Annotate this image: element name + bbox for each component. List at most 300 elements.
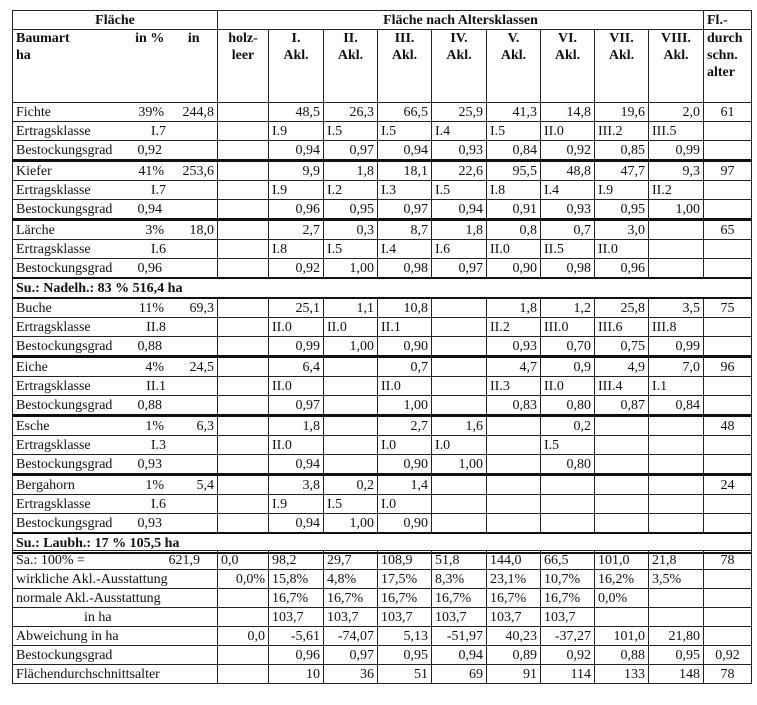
akl-7-cell: III.2: [595, 122, 649, 141]
akl-2-cell: 1,00: [324, 514, 378, 534]
durchschnittsalter-cell: [704, 436, 752, 455]
akl-7-cell: [595, 455, 649, 475]
header-baumart: [13, 30, 218, 103]
akl-3-cell: 0,90: [378, 514, 432, 534]
akl-1-cell: II.0: [269, 377, 324, 396]
row-label: Eiche: [16, 359, 48, 375]
akl-3-cell: 0,90: [378, 455, 432, 475]
species-ha: 5,4: [196, 477, 214, 493]
summary-akl-2-cell: 29,7: [324, 551, 378, 570]
akl-4-cell: I.4: [432, 122, 487, 141]
akl-5-cell: 1,8: [487, 298, 541, 318]
summary-akl-5-cell: 16,7%: [487, 589, 541, 608]
summary-akl-2-cell: 36: [324, 665, 378, 684]
summary-akl-6-cell: 0,92: [541, 646, 595, 665]
akl-6-cell: 0,7: [541, 220, 595, 240]
table-row: [13, 475, 752, 495]
akl-3-cell: II.0: [378, 377, 432, 396]
summary-akl-4-cell: 0,94: [432, 646, 487, 665]
akl-3-cell: 10,8: [378, 298, 432, 318]
akl-5-cell: 41,3: [487, 103, 541, 122]
akl-2-cell: [324, 396, 378, 416]
akl-6-cell: 48,8: [541, 161, 595, 181]
summary-akl-1-cell: 0,96: [269, 646, 324, 665]
header-in: in: [187, 31, 200, 46]
header-flaeche: Fläche: [13, 11, 218, 30]
summary-label-cell: [13, 608, 218, 627]
summary-alter-cell: 78: [704, 551, 752, 570]
summary-akl-5-cell: 23,1%: [487, 570, 541, 589]
summary-akl-8-cell: [649, 589, 704, 608]
header-flaeche-nach-altersklassen: Fläche nach Altersklassen: [218, 11, 704, 30]
akl-2-cell: 1,00: [324, 259, 378, 279]
row-label-cell: [13, 200, 218, 220]
holzleer-cell: [218, 416, 269, 436]
species-pct: 41%: [138, 163, 164, 179]
summary-akl-6-cell: 66,5: [541, 551, 595, 570]
summary-label: Sa.: 100% =: [16, 552, 85, 568]
akl-4-cell: [432, 337, 487, 357]
holzleer-cell: [218, 161, 269, 181]
durchschnittsalter-cell: [704, 122, 752, 141]
summary-akl-1-cell: -5,61: [269, 627, 324, 646]
header-durchschnittsalter: durch schn. alter: [704, 30, 752, 103]
row-label: Bestockungsgrad: [16, 338, 113, 354]
akl-7-cell: 0,75: [595, 337, 649, 357]
akl-2-cell: 0,2: [324, 475, 378, 495]
akl-3-cell: I.5: [378, 122, 432, 141]
akl-4-cell: I.5: [432, 181, 487, 200]
summary-akl-3-cell: 17,5%: [378, 570, 432, 589]
header-akl-8: VIII. Akl.: [649, 30, 704, 103]
akl-6-cell: I.5: [541, 436, 595, 455]
durchschnittsalter-cell: [704, 141, 752, 161]
akl-1-cell: 0,94: [269, 455, 324, 475]
species-pct: 11%: [138, 300, 164, 316]
akl-5-cell: [487, 416, 541, 436]
summary-akl-3-cell: 0,95: [378, 646, 432, 665]
akl-7-cell: 25,8: [595, 298, 649, 318]
row-label-cell: [13, 416, 218, 436]
row-label-cell: [13, 357, 218, 377]
akl-5-cell: I.5: [487, 122, 541, 141]
header-akl-5: V. Akl.: [487, 30, 541, 103]
akl-6-cell: 0,70: [541, 337, 595, 357]
summary-row: [13, 551, 752, 570]
row-label-cell: [13, 181, 218, 200]
akl-2-cell: 1,00: [324, 337, 378, 357]
akl-1-cell: 3,8: [269, 475, 324, 495]
table-row: [13, 240, 752, 259]
akl-5-cell: 0,91: [487, 200, 541, 220]
akl-8-cell: 7,0: [649, 357, 704, 377]
holzleer-cell: [218, 436, 269, 455]
summary-holzleer-cell: 0,0%: [218, 570, 269, 589]
akl-7-cell: II.0: [595, 240, 649, 259]
holzleer-cell: [218, 103, 269, 122]
row-label-cell: [13, 337, 218, 357]
sum-row-text: Su.: Laubh.: 17 % 105,5 ha: [13, 533, 752, 553]
summary-akl-3-cell: 16,7%: [378, 589, 432, 608]
holzleer-cell: [218, 298, 269, 318]
summary-row: [13, 570, 752, 589]
akl-3-cell: 66,5: [378, 103, 432, 122]
row-label: Buche: [16, 300, 52, 316]
akl-3-cell: I.0: [378, 436, 432, 455]
akl-5-cell: I.8: [487, 181, 541, 200]
table-row: [13, 337, 752, 357]
table-row: [13, 259, 752, 279]
ertragsklasse-value: II.1: [146, 378, 166, 394]
summary-akl-8-cell: 21,8: [649, 551, 704, 570]
akl-8-cell: 0,99: [649, 337, 704, 357]
summary-holzleer-cell: 0,0: [218, 627, 269, 646]
akl-3-cell: 0,94: [378, 141, 432, 161]
akl-5-cell: II.0: [487, 240, 541, 259]
header-akl-1: I. Akl.: [269, 30, 324, 103]
akl-6-cell: III.0: [541, 318, 595, 337]
summary-akl-6-cell: 103,7: [541, 608, 595, 627]
akl-2-cell: I.5: [324, 495, 378, 514]
summary-akl-7-cell: 16,2%: [595, 570, 649, 589]
akl-2-cell: II.0: [324, 318, 378, 337]
akl-8-cell: [649, 240, 704, 259]
akl-1-cell: 0,94: [269, 141, 324, 161]
summary-row: [13, 608, 752, 627]
summary-label: Abweichung in ha: [16, 628, 119, 644]
table-row: [13, 122, 752, 141]
summary-akl-5-cell: 40,23: [487, 627, 541, 646]
summary-akl-3-cell: 51: [378, 665, 432, 684]
summary-akl-5-cell: 103,7: [487, 608, 541, 627]
summary-akl-7-cell: 0,88: [595, 646, 649, 665]
table-row: [13, 278, 752, 298]
akl-8-cell: 2,0: [649, 103, 704, 122]
summary-label: in ha: [84, 609, 112, 625]
holzleer-cell: [218, 141, 269, 161]
akl-2-cell: I.2: [324, 181, 378, 200]
akl-1-cell: 2,7: [269, 220, 324, 240]
akl-4-cell: I.0: [432, 436, 487, 455]
durchschnittsalter-cell: 65: [704, 220, 752, 240]
akl-5-cell: 0,93: [487, 337, 541, 357]
summary-akl-8-cell: 0,95: [649, 646, 704, 665]
header-akl-7: VII. Akl.: [595, 30, 649, 103]
row-label: Lärche: [16, 222, 55, 238]
table-row: [13, 318, 752, 337]
summary-row: [13, 589, 752, 608]
durchschnittsalter-cell: [704, 181, 752, 200]
akl-1-cell: 6,4: [269, 357, 324, 377]
akl-3-cell: 1,00: [378, 396, 432, 416]
bestockungsgrad-value: 0,96: [137, 260, 162, 276]
row-label-cell: [13, 475, 218, 495]
akl-3-cell: 1,4: [378, 475, 432, 495]
akl-8-cell: III.8: [649, 318, 704, 337]
holzleer-cell: [218, 337, 269, 357]
akl-8-cell: 9,3: [649, 161, 704, 181]
akl-8-cell: II.2: [649, 181, 704, 200]
table-row: [13, 495, 752, 514]
akl-3-cell: 8,7: [378, 220, 432, 240]
akl-5-cell: [487, 475, 541, 495]
akl-6-cell: [541, 475, 595, 495]
summary-alter-cell: [704, 627, 752, 646]
akl-2-cell: 0,95: [324, 200, 378, 220]
header-baumart-label: Baumart: [16, 31, 70, 46]
summary-alter-cell: [704, 608, 752, 627]
akl-6-cell: 0,93: [541, 200, 595, 220]
akl-8-cell: 0,99: [649, 141, 704, 161]
summary-akl-6-cell: 16,7%: [541, 589, 595, 608]
akl-7-cell: 47,7: [595, 161, 649, 181]
summary-label-cell: [13, 589, 218, 608]
row-label: Bestockungsgrad: [16, 456, 113, 472]
bestockungsgrad-value: 0,88: [137, 397, 162, 413]
row-label-cell: [13, 396, 218, 416]
holzleer-cell: [218, 220, 269, 240]
akl-8-cell: 3,5: [649, 298, 704, 318]
row-label: Bergahorn: [16, 477, 75, 493]
row-label-cell: [13, 436, 218, 455]
akl-8-cell: 1,00: [649, 200, 704, 220]
summary-holzleer-cell: [218, 665, 269, 684]
akl-8-cell: [649, 436, 704, 455]
summary-label-cell: [13, 665, 218, 684]
akl-5-cell: 0,83: [487, 396, 541, 416]
row-label: Bestockungsgrad: [16, 260, 113, 276]
durchschnittsalter-cell: [704, 200, 752, 220]
akl-5-cell: [487, 514, 541, 534]
akl-6-cell: 1,2: [541, 298, 595, 318]
row-label-cell: [13, 103, 218, 122]
akl-8-cell: [649, 455, 704, 475]
akl-1-cell: 0,94: [269, 514, 324, 534]
summary-akl-6-cell: 10,7%: [541, 570, 595, 589]
akl-5-cell: 0,84: [487, 141, 541, 161]
akl-7-cell: 0,87: [595, 396, 649, 416]
akl-4-cell: [432, 514, 487, 534]
table-row: [13, 298, 752, 318]
table-row: [13, 514, 752, 534]
akl-8-cell: I.1: [649, 377, 704, 396]
akl-5-cell: [487, 495, 541, 514]
holzleer-cell: [218, 377, 269, 396]
akl-7-cell: I.9: [595, 181, 649, 200]
bestockungsgrad-value: 0,93: [137, 456, 162, 472]
row-label-cell: [13, 298, 218, 318]
akl-2-cell: [324, 436, 378, 455]
row-label: Fichte: [16, 104, 51, 120]
summary-akl-1-cell: 10: [269, 665, 324, 684]
akl-1-cell: 48,5: [269, 103, 324, 122]
akl-7-cell: [595, 436, 649, 455]
akl-7-cell: 3,0: [595, 220, 649, 240]
akl-4-cell: 25,9: [432, 103, 487, 122]
akl-1-cell: 9,9: [269, 161, 324, 181]
durchschnittsalter-cell: 97: [704, 161, 752, 181]
akl-7-cell: [595, 495, 649, 514]
holzleer-cell: [218, 455, 269, 475]
akl-2-cell: [324, 377, 378, 396]
summary-akl-6-cell: -37,27: [541, 627, 595, 646]
species-pct: 4%: [145, 359, 164, 375]
akl-6-cell: 0,80: [541, 455, 595, 475]
akl-3-cell: 0,90: [378, 337, 432, 357]
summary-akl-1-cell: 15,8%: [269, 570, 324, 589]
table-row: [13, 141, 752, 161]
akl-3-cell: 2,7: [378, 416, 432, 436]
summary-akl-2-cell: 16,7%: [324, 589, 378, 608]
akl-7-cell: 0,96: [595, 259, 649, 279]
akl-4-cell: I.6: [432, 240, 487, 259]
akl-8-cell: [649, 259, 704, 279]
akl-8-cell: [649, 220, 704, 240]
durchschnittsalter-cell: [704, 455, 752, 475]
akl-7-cell: III.4: [595, 377, 649, 396]
row-label-cell: [13, 514, 218, 534]
durchschnittsalter-cell: 96: [704, 357, 752, 377]
durchschnittsalter-cell: [704, 240, 752, 259]
summary-row: [13, 627, 752, 646]
summary-akl-8-cell: [649, 608, 704, 627]
summary-akl-4-cell: 8,3%: [432, 570, 487, 589]
akl-6-cell: [541, 495, 595, 514]
akl-3-cell: I.3: [378, 181, 432, 200]
akl-4-cell: [432, 475, 487, 495]
durchschnittsalter-cell: [704, 318, 752, 337]
ertragsklasse-value: I.6: [150, 496, 166, 512]
ertragsklasse-value: I.7: [150, 123, 166, 139]
akl-6-cell: 14,8: [541, 103, 595, 122]
akl-1-cell: 0,99: [269, 337, 324, 357]
summary-akl-8-cell: 148: [649, 665, 704, 684]
holzleer-cell: [218, 240, 269, 259]
summary-akl-3-cell: 108,9: [378, 551, 432, 570]
holzleer-cell: [218, 259, 269, 279]
akl-4-cell: [432, 495, 487, 514]
header-akl-4: IV. Akl.: [432, 30, 487, 103]
summary-holzleer-cell: [218, 646, 269, 665]
akl-8-cell: [649, 514, 704, 534]
summary-row: [13, 646, 752, 665]
akl-3-cell: 0,97: [378, 200, 432, 220]
species-ha: 69,3: [189, 300, 214, 316]
akl-4-cell: [432, 396, 487, 416]
table-row: [13, 220, 752, 240]
akl-6-cell: II.5: [541, 240, 595, 259]
species-pct: 39%: [138, 104, 164, 120]
akl-2-cell: [324, 416, 378, 436]
summary-akl-8-cell: 21,80: [649, 627, 704, 646]
table-row: [13, 357, 752, 377]
summary-akl-7-cell: 133: [595, 665, 649, 684]
holzleer-cell: [218, 495, 269, 514]
durchschnittsalter-cell: 24: [704, 475, 752, 495]
akl-5-cell: 4,7: [487, 357, 541, 377]
header-akl-6: VI. Akl.: [541, 30, 595, 103]
holzleer-cell: [218, 357, 269, 377]
akl-7-cell: [595, 514, 649, 534]
table-row: [13, 200, 752, 220]
akl-5-cell: 0,90: [487, 259, 541, 279]
akl-5-cell: II.2: [487, 318, 541, 337]
ertragsklasse-value: I.6: [150, 241, 166, 257]
table-row: [13, 181, 752, 200]
row-label: Bestockungsgrad: [16, 201, 113, 217]
summary-holzleer-cell: [218, 608, 269, 627]
summary-akl-3-cell: 103,7: [378, 608, 432, 627]
akl-1-cell: I.8: [269, 240, 324, 259]
akl-4-cell: 1,6: [432, 416, 487, 436]
durchschnittsalter-cell: [704, 259, 752, 279]
row-label: Ertragsklasse: [16, 378, 91, 394]
akl-7-cell: [595, 416, 649, 436]
summary-alter-cell: [704, 570, 752, 589]
ertragsklasse-value: II.8: [146, 319, 166, 335]
summary-label-cell: [13, 551, 218, 570]
altersklassen-table: [12, 10, 752, 554]
row-label: Bestockungsgrad: [16, 515, 113, 531]
akl-3-cell: 0,98: [378, 259, 432, 279]
akl-2-cell: [324, 357, 378, 377]
holzleer-cell: [218, 181, 269, 200]
akl-6-cell: II.0: [541, 122, 595, 141]
table-row: [13, 161, 752, 181]
ertragsklasse-value: I.3: [150, 437, 166, 453]
akl-2-cell: [324, 455, 378, 475]
summary-akl-5-cell: 91: [487, 665, 541, 684]
row-label: Ertragsklasse: [16, 437, 91, 453]
summary-akl-4-cell: 69: [432, 665, 487, 684]
akl-6-cell: 0,2: [541, 416, 595, 436]
species-pct: 1%: [145, 418, 164, 434]
summary-akl-2-cell: 103,7: [324, 608, 378, 627]
summary-akl-7-cell: 101,0: [595, 551, 649, 570]
row-label: Bestockungsgrad: [16, 397, 113, 413]
summary-akl-1-cell: 103,7: [269, 608, 324, 627]
durchschnittsalter-cell: 75: [704, 298, 752, 318]
row-label-cell: [13, 318, 218, 337]
row-label-cell: [13, 495, 218, 514]
summary-row: [13, 665, 752, 684]
summary-akl-5-cell: 0,89: [487, 646, 541, 665]
summary-akl-7-cell: 0,0%: [595, 589, 649, 608]
header-akl-3: III. Akl.: [378, 30, 432, 103]
row-label: Ertragsklasse: [16, 496, 91, 512]
durchschnittsalter-cell: [704, 337, 752, 357]
summary-holzleer-cell: 0,0: [218, 551, 269, 570]
table-row: [13, 436, 752, 455]
akl-1-cell: 1,8: [269, 416, 324, 436]
akl-8-cell: [649, 416, 704, 436]
akl-1-cell: I.9: [269, 122, 324, 141]
akl-7-cell: [595, 475, 649, 495]
species-ha: 24,5: [189, 359, 214, 375]
akl-4-cell: 0,93: [432, 141, 487, 161]
akl-2-cell: 0,97: [324, 141, 378, 161]
summary-akl-1-cell: 98,2: [269, 551, 324, 570]
akl-6-cell: [541, 514, 595, 534]
akl-4-cell: [432, 298, 487, 318]
summary-total: 621,9: [168, 552, 200, 568]
species-pct: 3%: [145, 222, 164, 238]
akl-1-cell: 0,96: [269, 200, 324, 220]
row-label-cell: [13, 455, 218, 475]
summary-label-cell: [13, 570, 218, 589]
summary-akl-8-cell: 3,5%: [649, 570, 704, 589]
table-row: [13, 396, 752, 416]
